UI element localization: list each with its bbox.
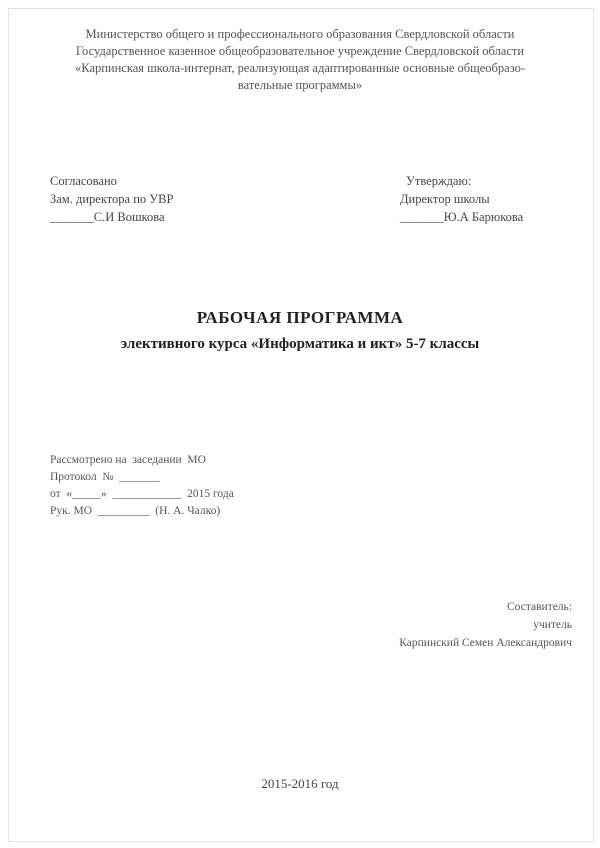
- academic-year: 2015-2016 год: [261, 776, 339, 791]
- compiler-label: Составитель:: [507, 601, 572, 613]
- approval-position: Директор школы: [400, 192, 490, 206]
- review-block: [50, 452, 234, 520]
- agreement-position: Зам. директора по УВР: [50, 192, 174, 206]
- compiler-name: Карпинский Семен Александрович: [399, 637, 572, 649]
- approval-signature: _______Ю.А Барюкова: [400, 210, 524, 224]
- agreement-label: Согласовано: [50, 174, 117, 188]
- compiler-block: [399, 598, 572, 652]
- review-head: Рук. МО _________ (Н. А. Чалко): [50, 505, 221, 517]
- compiler-role: учитель: [533, 619, 572, 631]
- document-title: РАБОЧАЯ ПРОГРАММА: [196, 308, 404, 327]
- agreement-signature: _______С.И Вошкова: [50, 210, 165, 224]
- approval-block: [400, 172, 523, 226]
- approval-label: Утверждаю:: [406, 174, 472, 188]
- header-line-school: «Карпинская школа-интернат, реализующая адаптированные основные общеобразо-: [75, 61, 525, 75]
- header-line-programs: вательные программы»: [237, 78, 363, 92]
- agreement-block: [50, 172, 173, 226]
- review-protocol: Протокол № _______: [50, 471, 160, 483]
- review-meeting: Рассмотрено на заседании МО: [50, 454, 206, 466]
- document-title-block: [0, 308, 600, 353]
- document-page: [8, 8, 594, 842]
- institution-header: [40, 26, 560, 94]
- document-subtitle: элективного курса «Информатика и икт» 5-7 классы: [120, 336, 480, 352]
- header-line-institution: Государственное казенное общеобразовательное учреждение Свердловской области: [75, 44, 525, 58]
- header-line-ministry: Министерство общего и профессионального образования Свердловской области: [85, 27, 515, 41]
- review-date: от «_____» ____________ 2015 года: [50, 488, 234, 500]
